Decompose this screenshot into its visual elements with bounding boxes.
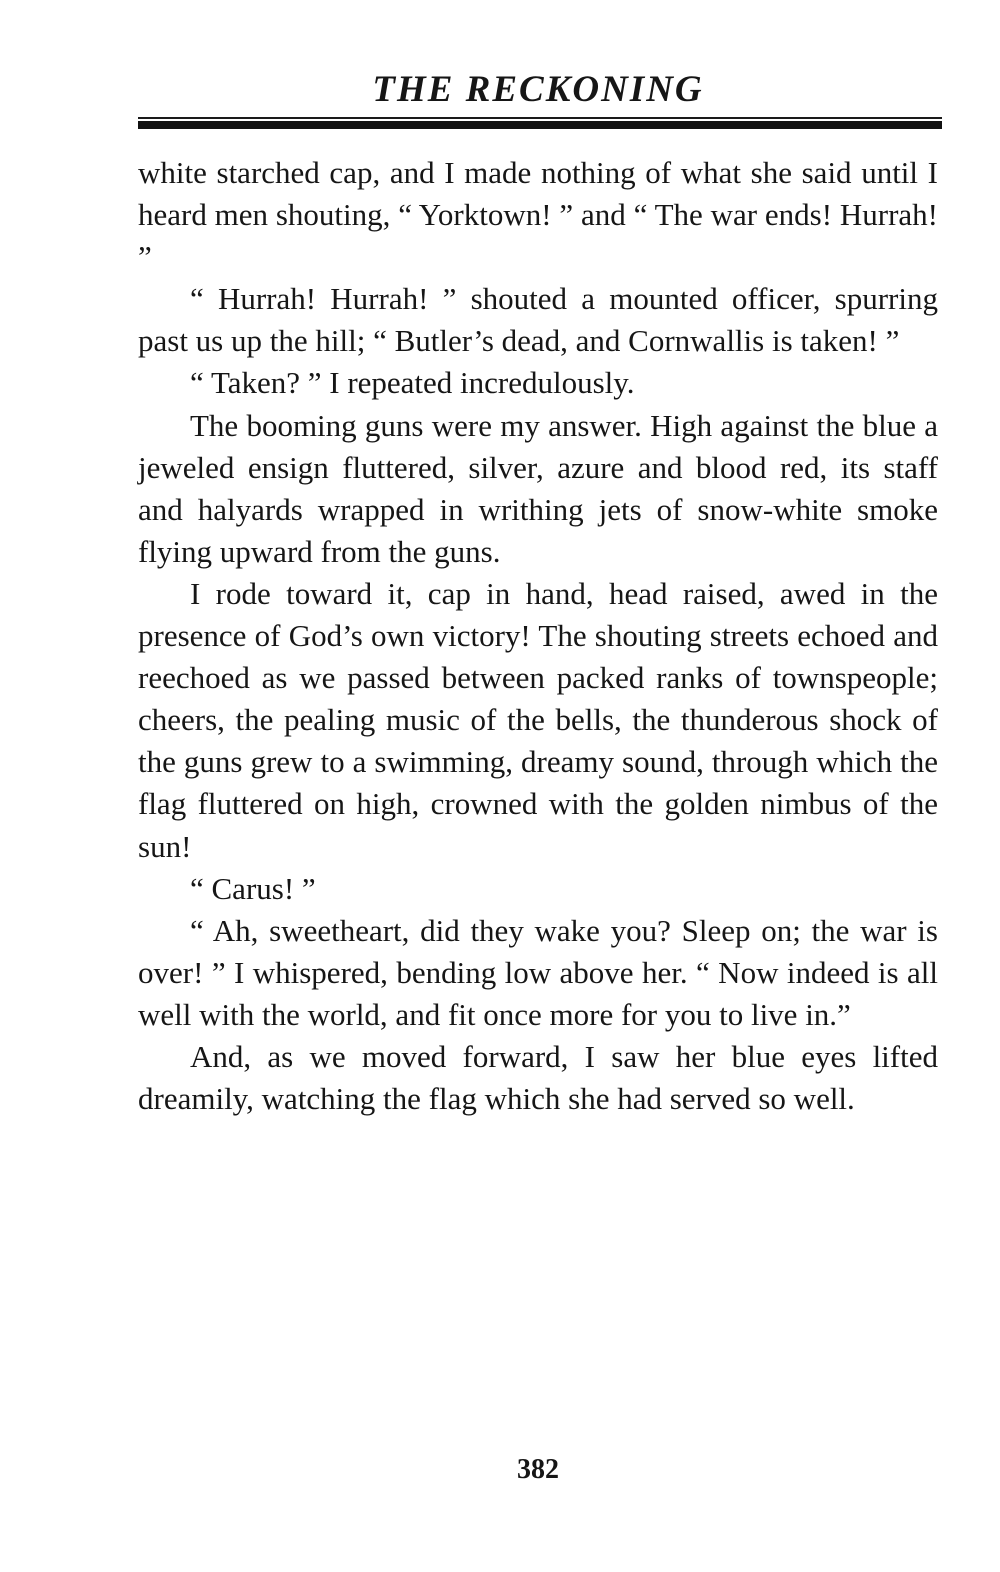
header-rule-thick xyxy=(138,121,942,129)
paragraph-2: “ Hurrah! Hurrah! ” shouted a mounted officer, spurring past us up the hill; “ Butler’s dead, and Cornwallis is taken! ” xyxy=(138,281,938,359)
paragraph-3: “ Taken? ” I repeated incredulously. xyxy=(190,365,635,401)
header-rule-thin xyxy=(138,117,942,119)
running-title: THE RECKONING xyxy=(372,69,704,110)
paragraph-8: And, as we moved forward, I saw her blue eyes lifted dreamily, watching the flag which she had served so well. xyxy=(138,1038,938,1117)
paragraph-7: “ Ah, sweetheart, did they wake you? Sleep on; the war is over! ” I whispered, bending low above her. “ Now indeed is all well with the world, and fit once more for you to live in.” xyxy=(138,912,938,1032)
body-text xyxy=(138,152,938,1120)
paragraph-6: “ Carus! ” xyxy=(190,870,316,906)
paragraph-4: The booming guns were my answer. High against the blue a jeweled ensign fluttered, silver, azure and blood red, its staff and halyards wrapped in writhing jets of snow-white smoke flying upward from the guns. xyxy=(138,407,938,569)
page-number: 382 xyxy=(517,1454,559,1485)
paragraph-1: white starched cap, and I made nothing of what she said until I heard men shouting, “ Yorktown! ” and “ The war ends! Hurrah! ” xyxy=(138,155,938,275)
paragraph-5: I rode toward it, cap in hand, head raised, awed in the presence of God’s own victory! The shouting streets echoed and reechoed as we passed between packed ranks of townspeople; cheers, the pealing music of the bells, the thunderous shock of the guns grew to a swimming, dreamy sound, through which the flag fluttered on high, crowned with the golden nimbus of the sun! xyxy=(138,575,938,864)
